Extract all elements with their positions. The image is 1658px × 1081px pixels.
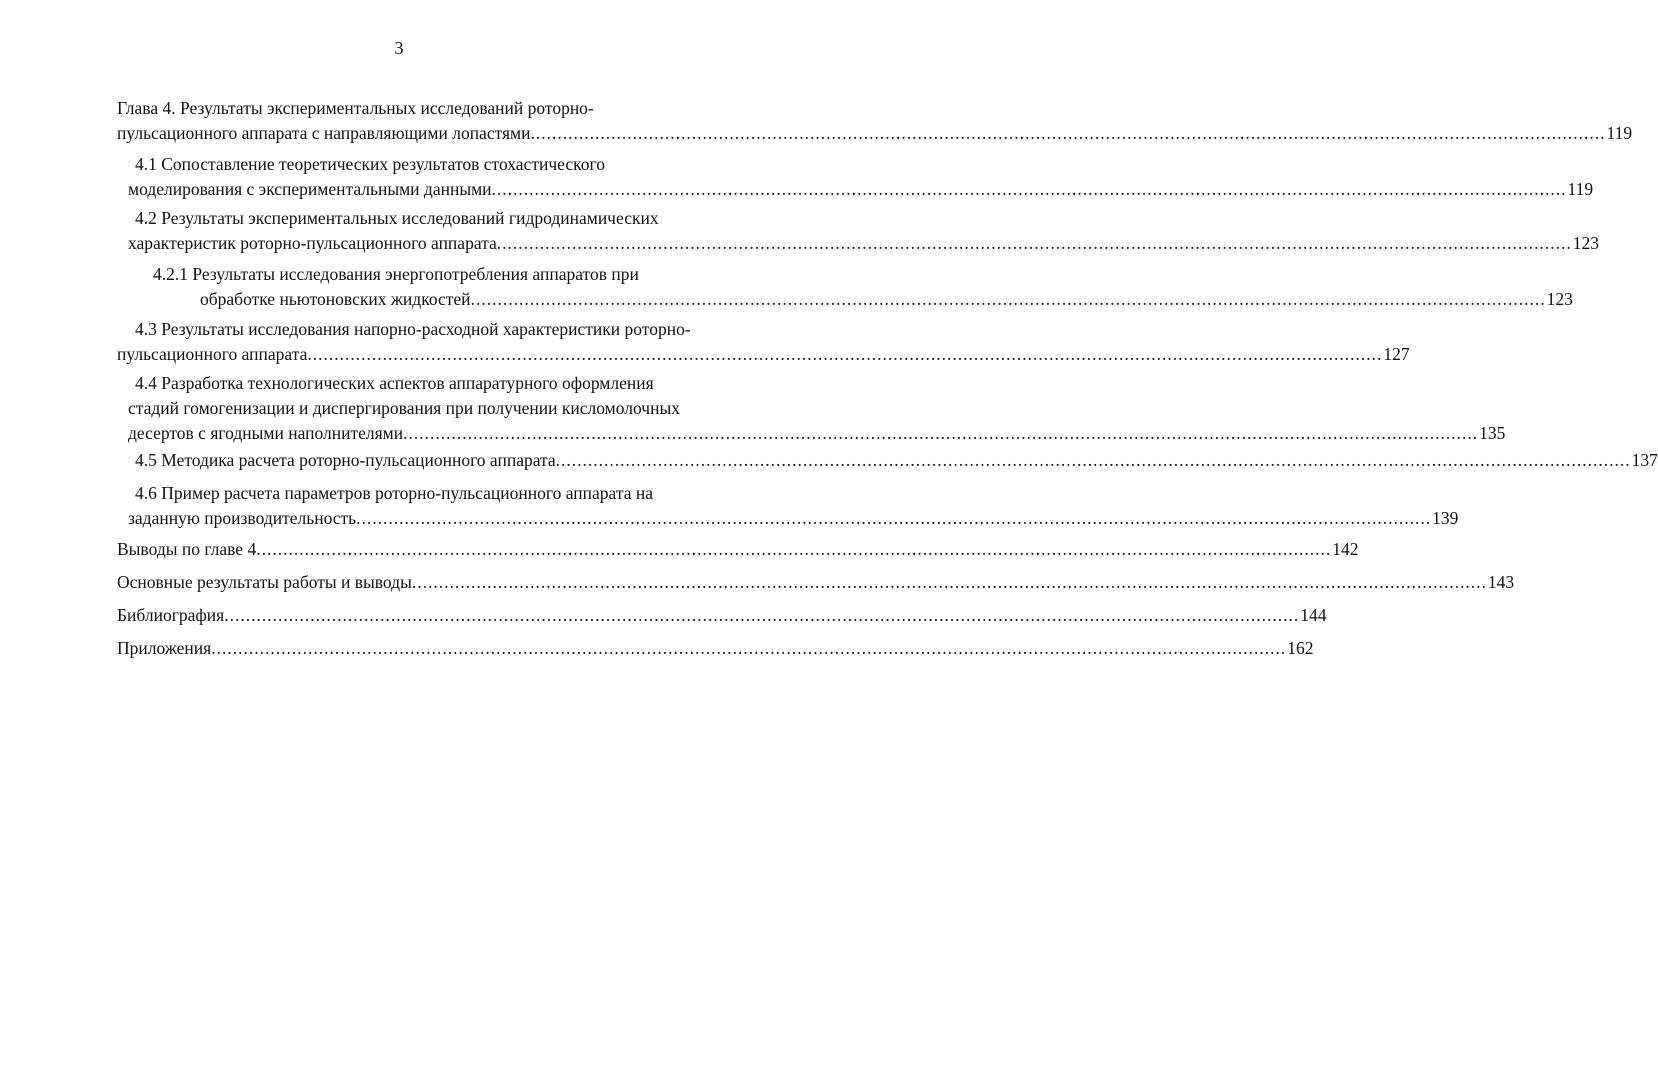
toc-leader-dots: ........................................................................................................................................................................................................ — [356, 508, 1432, 528]
toc-entry-last-line — [135, 448, 1658, 473]
toc-entry-line: Глава 4. Результаты экспериментальных исследований роторно- — [117, 98, 594, 118]
toc-entry-title: 4.5 Методика расчета роторно-пульсационного аппарата — [135, 450, 556, 470]
toc-entry-appendices — [117, 636, 1314, 661]
toc-entry-title: обработке ньютоновских жидкостей — [200, 289, 471, 309]
toc-page-number: 162 — [1287, 638, 1314, 658]
toc-entry-4-5 — [135, 448, 1658, 473]
toc-entry-4-3 — [117, 317, 1410, 367]
toc-page-number: 142 — [1332, 539, 1359, 559]
toc-leader-dots: ........................................................................................................................................................................................................ — [491, 179, 1567, 199]
toc-entry-title: десертов с ягодными наполнителями — [128, 423, 404, 443]
toc-entry-last-line — [117, 121, 1633, 146]
toc-entry-line: 4.1 Сопоставление теоретических результатов стохастического — [135, 154, 605, 174]
toc-entry-last-line — [117, 603, 1327, 628]
toc-entry-line: 4.2 Результаты экспериментальных исследований гидродинамических — [135, 208, 659, 228]
toc-leader-dots: ........................................................................................................................................................................................................ — [224, 605, 1300, 625]
toc-page-number: 135 — [1479, 423, 1506, 443]
toc-leader-dots: ........................................................................................................................................................................................................ — [403, 423, 1479, 443]
toc-leader-dots: ........................................................................................................................................................................................................ — [211, 638, 1287, 658]
toc-leader-dots: ........................................................................................................................................................................................................ — [307, 344, 1383, 364]
toc-entry-title: Приложения — [117, 638, 212, 658]
toc-entry-title: пульсационного аппарата с направляющими лопастями — [117, 123, 531, 143]
page-number: 3 — [394, 38, 404, 58]
toc-entry-title: пульсационного аппарата — [117, 344, 308, 364]
toc-leader-dots: ........................................................................................................................................................................................................ — [496, 233, 1572, 253]
toc-entry-main-results — [117, 570, 1515, 595]
toc-page-number: 137 — [1631, 450, 1658, 470]
toc-entry-chapter-4 — [117, 96, 1633, 146]
toc-entry-title: Библиография — [117, 605, 225, 625]
toc-entry-4-6 — [128, 481, 1459, 531]
toc-entry-last-line — [200, 287, 1573, 312]
toc-page-number: 144 — [1300, 605, 1327, 625]
toc-entry-title: моделирования с экспериментальными данными — [128, 179, 492, 199]
toc-entry-last-line — [128, 177, 1594, 202]
toc-entry-last-line — [117, 636, 1314, 661]
toc-leader-dots: ........................................................................................................................................................................................................ — [530, 123, 1606, 143]
toc-leader-dots: ........................................................................................................................................................................................................ — [555, 450, 1631, 470]
toc-page-number: 119 — [1606, 123, 1633, 143]
toc-entry-last-line — [128, 506, 1459, 531]
toc-entry-4-2-1 — [153, 262, 1573, 312]
toc-entry-conclusions-ch4 — [117, 537, 1359, 562]
toc-leader-dots: ........................................................................................................................................................................................................ — [411, 572, 1487, 592]
toc-entry-4-4 — [128, 371, 1506, 446]
toc-page-number: 123 — [1572, 233, 1600, 253]
toc-entry-line: стадий гомогенизации и диспергирования при получении кисломолочных — [128, 398, 680, 418]
toc-leader-dots: ........................................................................................................................................................................................................ — [256, 539, 1332, 559]
toc-entry-line: 4.2.1 Результаты исследования энергопотребления аппаратов при — [153, 264, 639, 284]
toc-entry-line: 4.4 Разработка технологических аспектов аппаратурного оформления — [135, 373, 654, 393]
toc-entry-line: 4.3 Результаты исследования напорно-расходной характеристики роторно- — [135, 319, 691, 339]
toc-page-number: 143 — [1487, 572, 1515, 592]
toc-entry-last-line — [117, 570, 1515, 595]
toc-entry-title: характеристик роторно-пульсационного аппарата — [128, 233, 497, 253]
toc-entry-last-line — [117, 537, 1359, 562]
toc-entry-4-1 — [128, 152, 1594, 202]
toc-entry-title: Выводы по главе 4 — [117, 539, 257, 559]
toc-page-number: 127 — [1383, 344, 1410, 364]
toc-page-number: 123 — [1546, 289, 1573, 309]
toc-entry-last-line — [128, 231, 1600, 256]
toc-entry-last-line — [128, 421, 1506, 446]
toc-entry-4-2 — [128, 206, 1600, 256]
toc-entry-last-line — [117, 342, 1410, 367]
toc-page-number: 139 — [1432, 508, 1459, 528]
toc-entry-bibliography — [117, 603, 1327, 628]
toc-page-number: 119 — [1567, 179, 1594, 199]
toc-entry-line: 4.6 Пример расчета параметров роторно-пульсационного аппарата на — [135, 483, 653, 503]
toc-entry-title: заданную производительность — [128, 508, 357, 528]
toc-leader-dots: ........................................................................................................................................................................................................ — [470, 289, 1546, 309]
toc-entry-title: Основные результаты работы и выводы — [117, 572, 412, 592]
